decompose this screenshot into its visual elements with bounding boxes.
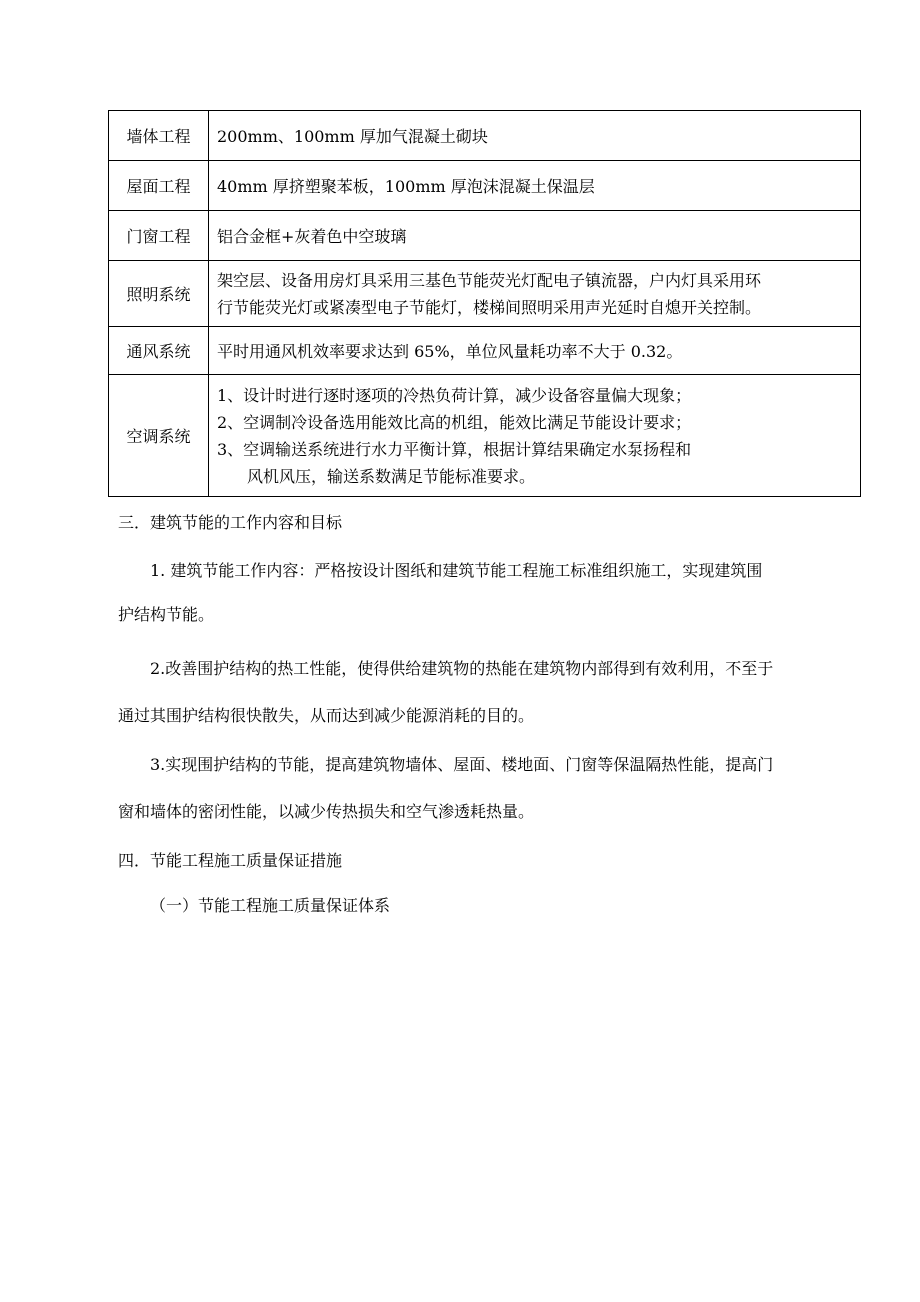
row-label: 墙体工程 [109,111,209,161]
row-content: 40mm 厚挤塑聚苯板，100mm 厚泡沫混凝土保温层 [209,161,861,211]
subsection-heading: （一）节能工程施工质量保证体系 [150,896,391,915]
content-line: 行节能荧光灯或紧凑型电子节能灯，楼梯间照明采用声光延时自熄开关控制。 [217,297,762,317]
paragraph-line: 通过其围护结构很快散失，从而达到减少能源消耗的目的。 [118,706,535,725]
paragraph-line: 2.改善围护结构的热工性能，使得供给建筑物的热能在建筑物内部得到有效利用，不至于 [150,659,774,678]
content-line: 3、空调输送系统进行水力平衡计算，根据计算结果确定水泵扬程和 [217,439,692,459]
row-label: 空调系统 [109,375,209,497]
paragraph-line: 护结构节能。 [118,605,215,624]
row-content [209,375,861,497]
row-label: 通风系统 [109,327,209,375]
content-line: 架空层、设备用房灯具采用三基色节能荧光灯配电子镇流器，户内灯具采用环 [217,270,762,290]
paragraph-line: 3.实现围护结构的节能，提高建筑物墙体、屋面、楼地面、门窗等保温隔热性能，提高门 [150,755,774,774]
row-label: 照明系统 [109,261,209,327]
row-content: 铝合金框+灰着色中空玻璃 [209,211,861,261]
table-row [109,111,861,161]
row-label: 门窗工程 [109,211,209,261]
energy-spec-table [108,110,861,497]
content-line: 风机风压，输送系数满足节能标准要求。 [247,466,536,486]
paragraph-line: 窗和墙体的密闭性能，以减少传热损失和空气渗透耗热量。 [118,802,535,821]
row-content [209,261,861,327]
table-row [109,161,861,211]
row-content: 200mm、100mm 厚加气混凝土砌块 [209,111,861,161]
row-content: 平时用通风机效率要求达到 65%，单位风量耗功率不大于 0.32。 [209,327,861,375]
table-row [109,211,861,261]
content-line: 2、空调制冷设备选用能效比高的机组，能效比满足节能设计要求； [217,412,692,432]
section-heading: 四．节能工程施工质量保证措施 [118,851,343,870]
section-heading: 三．建筑节能的工作内容和目标 [118,513,343,532]
table-row [109,375,861,497]
content-line: 1、设计时进行逐时逐项的冷热负荷计算，减少设备容量偏大现象； [217,385,692,405]
paragraph-line: 1. 建筑节能工作内容：严格按设计图纸和建筑节能工程施工标准组织施工，实现建筑围 [150,561,763,580]
table-row [109,261,861,327]
table-row [109,327,861,375]
row-label: 屋面工程 [109,161,209,211]
